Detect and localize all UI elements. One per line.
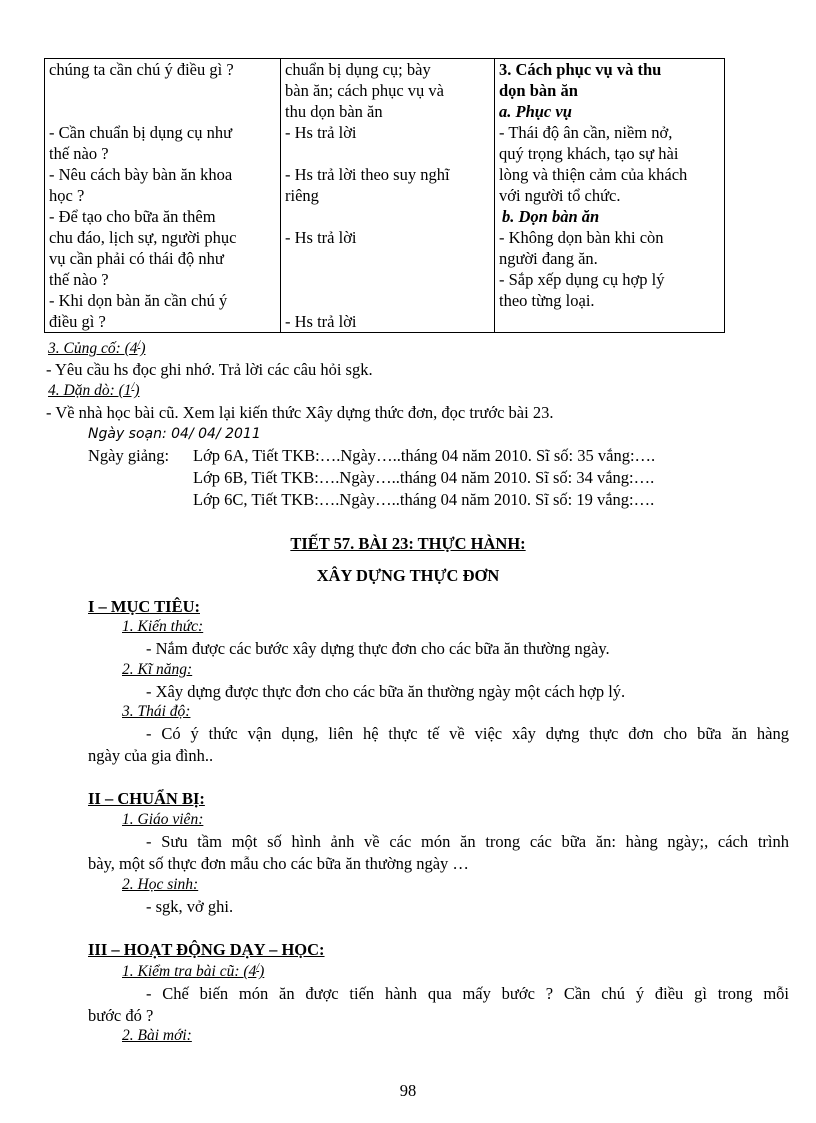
table-line: - Hs trả lời: [285, 228, 357, 247]
dando-heading-sup: /: [131, 381, 135, 392]
ngay-giang-label: Ngày giảng:: [88, 446, 170, 465]
student-activity-cell: [281, 59, 495, 333]
table-line: - Hs trả lời: [285, 123, 357, 142]
table-line: thế nào ?: [49, 270, 109, 289]
teacher-activity-cell: [45, 59, 281, 333]
dando-heading-text: 4. Dặn dò: (1: [48, 382, 132, 400]
table-line: - Hs trả lời theo suy nghĩ: [285, 165, 450, 184]
kinang-text: - Xây dựng được thực đơn cho các bữa ăn thường ngày một cách hợp lý.: [146, 682, 626, 701]
table-line: lòng và thiện cảm của khách: [499, 165, 688, 184]
giaovien-heading: 1. Giáo viên:: [122, 811, 204, 828]
table-line: [285, 143, 490, 164]
ktbc-text-1: - Chế biến món ăn được tiến hành qua mấy bước ? Cần chú ý điều gì trong mỗi: [146, 984, 789, 1003]
table-line: [285, 290, 490, 311]
baimoi-heading: 2. Bài mới:: [122, 1027, 192, 1044]
cungco-text: - Yêu cầu hs đọc ghi nhớ. Trả lời các câu hỏi sgk.: [46, 360, 373, 379]
thaido-text-1: - Có ý thức vận dụng, liên hệ thực tế về việc xây dựng thực đơn cho bữa ăn hàng: [146, 724, 789, 743]
table-line: riêng: [285, 186, 319, 205]
table-line: [285, 248, 490, 269]
cungco-heading: [48, 339, 146, 358]
table-line: b. Dọn bàn ăn: [502, 207, 600, 226]
hocsinh-text: - sgk, vở ghi.: [146, 897, 234, 916]
table-line: - Cần chuẩn bị dụng cụ như: [49, 123, 233, 142]
table-line: theo từng loại.: [499, 291, 595, 310]
table-line: [49, 80, 276, 101]
thaido-text-2: ngày của gia đình..: [88, 746, 214, 765]
table-line: dọn bàn ăn: [499, 81, 578, 100]
lesson-title-wrap: [0, 534, 816, 554]
schedule-line-6c: Lớp 6C, Tiết TKB:….Ngày…..tháng 04 năm 2010. Sĩ số: 19 vắng:….: [193, 490, 655, 509]
page-number: 98: [399, 1081, 417, 1100]
giaovien-text-2: bày, một số thực đơn mẫu cho các bữa ăn thường ngày …: [88, 854, 469, 873]
table-line: a. Phục vụ: [499, 102, 572, 121]
ktbc-heading: [122, 962, 264, 981]
table-line: - Để tạo cho bữa ăn thêm: [49, 207, 216, 226]
lesson-title: TIẾT 57. BÀI 23: THỰC HÀNH:: [290, 534, 526, 553]
dando-heading-tail: ): [134, 382, 140, 400]
table-line: - Sắp xếp dụng cụ hợp lý: [499, 270, 665, 289]
lesson-subtitle: XÂY DỰNG THỰC ĐƠN: [316, 566, 500, 585]
cungco-heading-text: 3. Củng cố: (4: [48, 340, 138, 358]
ktbc-text-2: bước đó ?: [88, 1006, 154, 1025]
cungco-heading-tail: ): [140, 340, 146, 358]
table-line: điều gì ?: [49, 312, 106, 331]
table-line: chúng ta cần chú ý điều gì ?: [49, 60, 234, 79]
table-line: - Không dọn bàn khi còn: [499, 228, 664, 247]
table-line: chuẩn bị dụng cụ; bày: [285, 60, 431, 79]
table-line: vụ cần phải có thái độ như: [49, 249, 224, 268]
ngay-soan: Ngày soạn: 04/ 04/ 2011: [88, 426, 261, 442]
section-3-heading: III – HOẠT ĐỘNG DẠY – HỌC:: [88, 940, 325, 959]
table-line: [499, 311, 720, 332]
table-line: thu dọn bàn ăn: [285, 102, 383, 121]
table-line: - Hs trả lời: [285, 312, 357, 331]
hocsinh-heading: 2. Học sinh:: [122, 876, 199, 893]
ktbc-heading-sup: /: [256, 962, 260, 973]
table-line: [49, 101, 276, 122]
giaovien-text-1: - Sưu tầm một số hình ảnh về các món ăn trong các bữa ăn: hàng ngày;, cách trình: [146, 832, 789, 851]
cungco-heading-sup: /: [137, 339, 141, 350]
content-cell: [495, 59, 725, 333]
table-line: - Khi dọn bàn ăn cần chú ý: [49, 291, 228, 310]
lesson-activity-table: [44, 58, 725, 333]
kienthuc-heading: 1. Kiến thức:: [122, 618, 204, 635]
ktbc-heading-text: 1. Kiểm tra bài cũ: (4: [122, 963, 257, 981]
table-line: - Nêu cách bày bàn ăn khoa: [49, 165, 233, 184]
dando-heading: [48, 381, 139, 400]
table-line: bàn ăn; cách phục vụ và: [285, 81, 444, 100]
table-line: [285, 206, 490, 227]
table-line: chu đáo, lịch sự, người phục: [49, 228, 237, 247]
table-line: 3. Cách phục vụ và thu: [499, 60, 662, 79]
table-line: - Thái độ ân cần, niềm nở,: [499, 123, 673, 142]
table-line: người đang ăn.: [499, 249, 598, 268]
kienthuc-text: - Nắm được các bước xây dựng thực đơn cho các bữa ăn thường ngày.: [146, 639, 610, 658]
section-2-heading: II – CHUẨN BỊ:: [88, 789, 205, 808]
ktbc-heading-tail: ): [259, 963, 265, 981]
table-line: với người tổ chức.: [499, 186, 621, 205]
schedule-line-6a: Lớp 6A, Tiết TKB:….Ngày…..tháng 04 năm 2010. Sĩ số: 35 vắng:….: [193, 446, 656, 465]
thaido-heading: 3. Thái độ:: [122, 703, 191, 720]
kinang-heading: 2. Kĩ năng:: [122, 661, 193, 678]
table-line: học ?: [49, 186, 85, 205]
table-line: quý trọng khách, tạo sự hài: [499, 144, 679, 163]
section-1-heading: I – MỤC TIÊU:: [88, 597, 200, 616]
schedule-line-6b: Lớp 6B, Tiết TKB:….Ngày…..tháng 04 năm 2010. Sĩ số: 34 vắng:….: [193, 468, 655, 487]
dando-text: - Về nhà học bài cũ. Xem lại kiến thức Xây dựng thức đơn, đọc trước bài 23.: [46, 403, 554, 422]
table-line: [285, 269, 490, 290]
table-line: thế nào ?: [49, 144, 109, 163]
